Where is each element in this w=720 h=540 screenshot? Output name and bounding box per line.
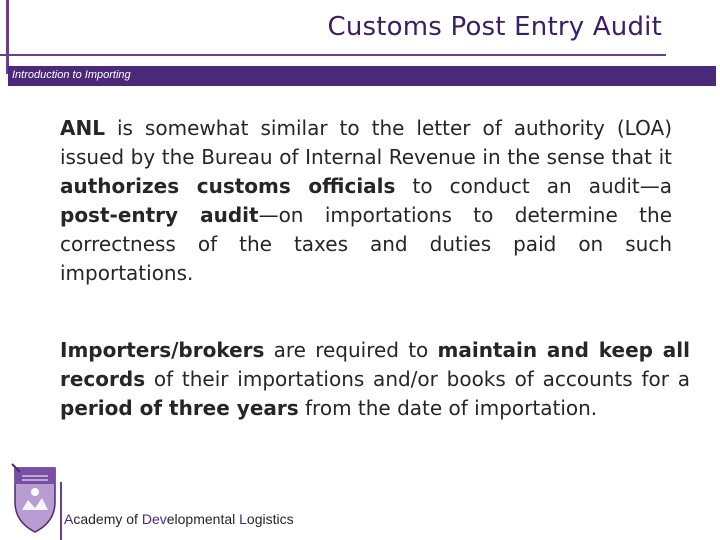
text-bold: maintain and keep all records [60, 338, 691, 391]
paragraph-records [60, 336, 690, 423]
text: cademy of [73, 511, 142, 527]
text-bold: period of three years [60, 396, 299, 420]
text: is somewhat similar to the letter of authority (LOA) issued by the Bureau of Internal Revenue in the sense that it [60, 116, 672, 169]
text: of their importations and/or books of accounts for a [145, 367, 690, 391]
text: —on importations to determine the correctness of the taxes and duties paid on such importations. [60, 203, 673, 285]
text-bold: ANL [60, 116, 105, 140]
text: ogistics [246, 511, 294, 527]
footer-organization [64, 511, 294, 527]
text: are required to [264, 338, 438, 362]
text-bold: Importers/brokers [60, 338, 265, 362]
footer-rule [60, 482, 62, 540]
text: from the date of importation. [298, 396, 598, 420]
text-accent: Dev [141, 511, 167, 527]
text: elopmental [166, 511, 240, 527]
slide-subtitle: Introduction to Importing [12, 69, 131, 81]
text: to conduct an audit—a [395, 174, 672, 198]
paragraph-anl [60, 114, 672, 288]
title-underline [0, 54, 666, 56]
shield-crest-icon [10, 462, 60, 534]
text-accent: L [239, 511, 247, 527]
text-bold: authorizes customs officials [60, 174, 396, 198]
text-bold: post-entry audit [60, 203, 259, 227]
left-accent-rule [6, 0, 9, 74]
text-accent: A [64, 511, 74, 527]
slide-title: Customs Post Entry Audit [327, 12, 662, 42]
